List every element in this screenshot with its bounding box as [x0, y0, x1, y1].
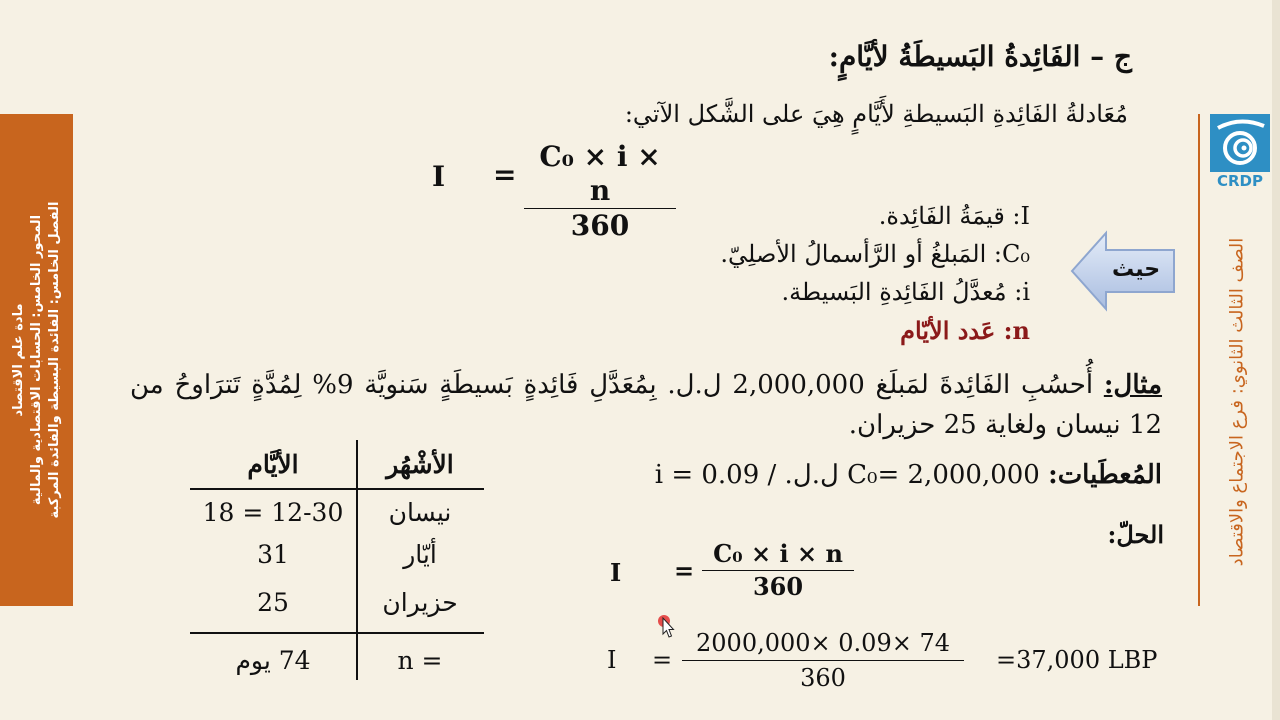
solution-label: الحلّ: — [1107, 520, 1164, 549]
solution-formula-denominator: 360 — [702, 570, 854, 603]
table-header-rule — [190, 488, 484, 490]
calc-equals: = — [652, 646, 673, 674]
course-axis: المحور الخامس: الحسابات الاقتصادية والمالية — [28, 214, 44, 506]
def-interest: I: قيمَةُ الفَائِدة. — [878, 202, 1030, 230]
example-label: مثال: — [1103, 370, 1163, 400]
calc-result: =37,000 LBP — [996, 646, 1158, 674]
grade-label: الصف الثالث الثانوي: فرع الاجتماع والاقتصاد — [1226, 237, 1248, 567]
calc-fraction — [682, 626, 964, 695]
solution-formula-numerator: C₀ × i × n — [713, 539, 843, 568]
days-table — [190, 440, 484, 680]
calc-denominator: 360 — [682, 660, 964, 695]
formula-equals: = — [493, 158, 517, 191]
table-row-days: 18 = 12-30 — [202, 498, 344, 527]
givens-text: C₀= 2,000,000 ل.ل. / i = 0.09 — [654, 460, 1040, 490]
solution-formula-equals: = — [674, 556, 695, 585]
def-rate: i: مُعدَّلُ الفَائِدةِ البَسيطة. — [781, 278, 1030, 306]
calc-numerator: 2000,000× 0.09× 74 — [696, 629, 950, 657]
course-chapter: الفصل الخامس: الفائدة البسيطة والفائدة المركبة — [46, 201, 62, 519]
table-total-label: n = — [397, 646, 443, 675]
window-edge — [1272, 0, 1280, 720]
calc-lhs: I — [607, 646, 617, 674]
logo-text: CRDP — [1216, 172, 1263, 190]
def-principal: C₀: المَبلغُ أو الرَّأسمالُ الأصلِيّ. — [720, 240, 1030, 268]
intro-text: مُعَادلةُ الفَائِدةِ البَسيطةِ لأَيَّامٍ هِيَ على الشَّكل الآتي: — [624, 100, 1128, 128]
givens-label: المُعطَيات: — [1048, 460, 1162, 490]
givens-line — [655, 460, 1162, 490]
where-arrow — [1070, 230, 1178, 312]
table-row-month: حزيران — [382, 588, 458, 617]
table-header-months: الأشْهُر — [386, 450, 454, 479]
table-total-rule — [190, 632, 484, 634]
example-paragraph — [130, 365, 1162, 445]
course-banner — [0, 114, 73, 606]
mouse-cursor-icon — [657, 614, 675, 640]
table-row-month: نيسان — [388, 498, 452, 527]
table-header-days: الأيَّام — [247, 450, 299, 479]
course-subject: مادة علم الاقتصاد — [10, 303, 26, 417]
example-text: أُحسُبِ الفَائِدةَ لمَبلَغ 2,000,000 ل.ل. بِمُعَدَّلِ فَائِدةٍ بَسيطَةٍ سَنويَّة 9% لِمُدَّةٍ تَترَاوحُ من 12 نيسان ولغاية 25 حزيران. — [130, 370, 1162, 440]
formula-fraction — [524, 140, 676, 243]
formula-denominator: 360 — [524, 208, 676, 243]
table-total-value: 74 يوم — [235, 646, 311, 675]
where-arrow-label: حيث — [1111, 257, 1161, 282]
crdp-logo — [1208, 114, 1272, 194]
table-row-days: 25 — [257, 588, 289, 617]
logo-emblem-icon — [1210, 114, 1270, 172]
table-row-month: أيّار — [403, 540, 437, 569]
def-days: n: عَدد الأيّام — [900, 316, 1030, 345]
table-row-days: 31 — [257, 540, 289, 569]
section-title: ج – الفَائِدةُ البَسيطَةُ لأيَّامٍ: — [828, 40, 1132, 73]
solution-formula-fraction — [702, 538, 854, 603]
formula-lhs: I — [432, 160, 446, 193]
right-divider — [1198, 114, 1200, 606]
solution-formula-lhs: I — [610, 558, 622, 587]
formula-numerator: C₀ × i × n — [539, 140, 661, 207]
